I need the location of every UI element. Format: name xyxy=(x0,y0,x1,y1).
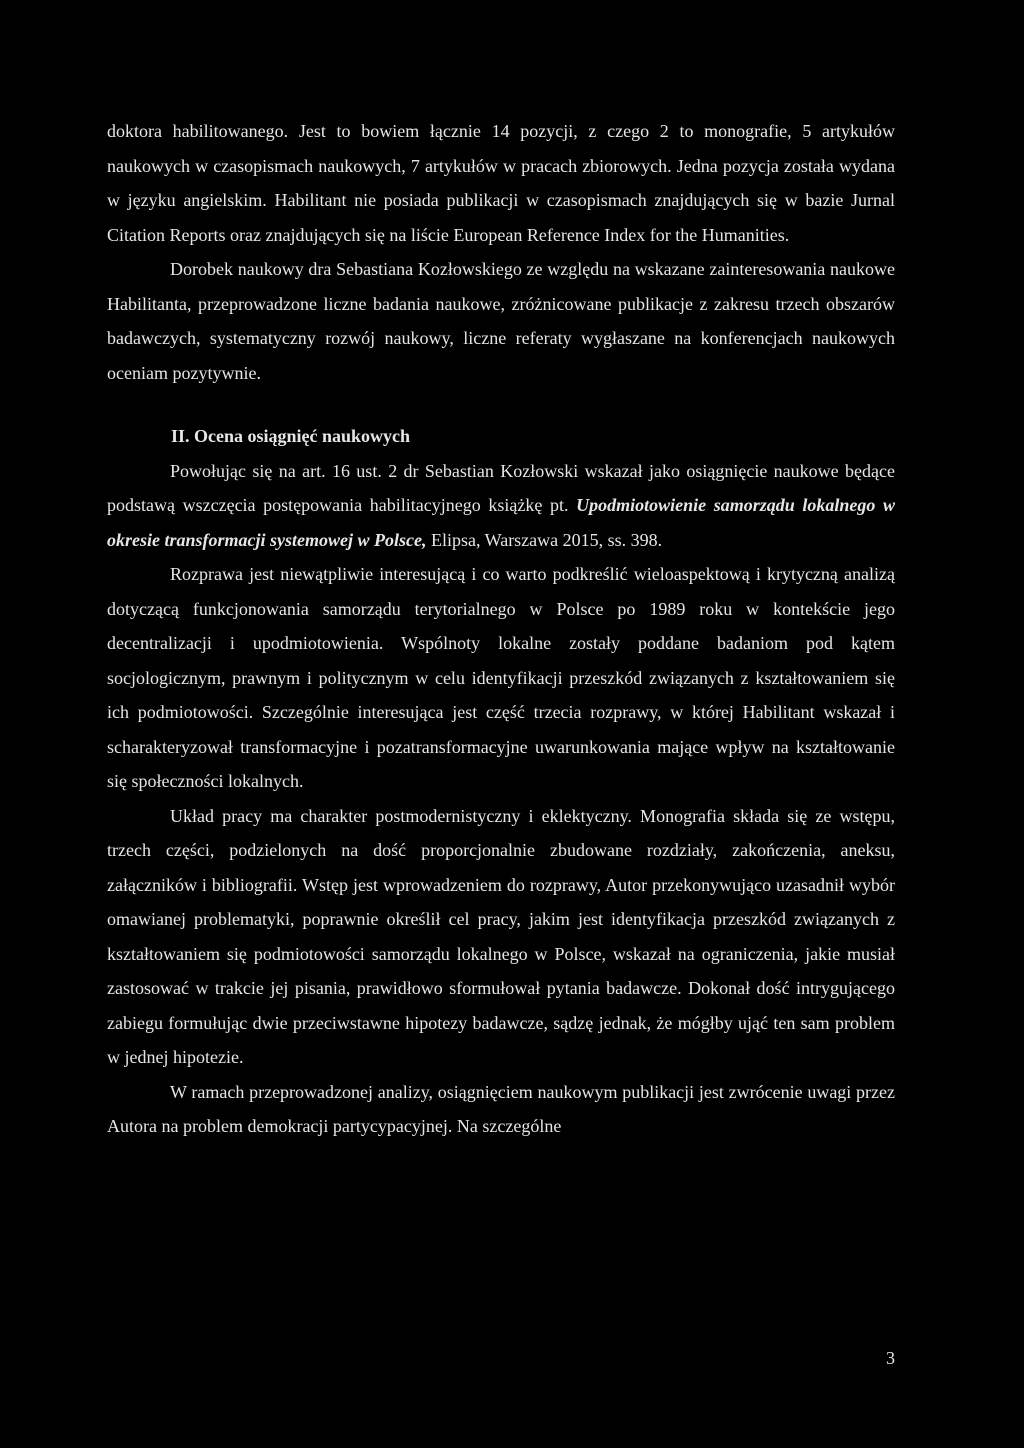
spacer xyxy=(107,390,895,419)
paragraph-dissertation: Rozprawa jest niewątpliwie interesującą i co warto podkreślić wieloaspektową i krytyczną analizą dotyczącą funkcjonowania samorządu terytorialnego w Polsce po 1989 roku w kontekście jego decentralizacji i upodmiotowienia. Wspólnoty lokalne zostały poddane badaniom pod kątem socjologicznym, prawnym i politycznym w celu identyfikacji przeszkód związanych z kształtowaniem się ich podmiotowości. Szczególnie interesująca jest część trzecia rozprawy, w której Habilitant wskazał i scharakteryzował transformacyjne i pozatransformacyjne uwarunkowania mające wpływ na kształtowanie się społeczności lokalnych. xyxy=(107,564,895,791)
achievement-text-end: Elipsa, Warszawa 2015, ss. 398. xyxy=(426,529,663,550)
paragraph-publications: doktora habilitowanego. Jest to bowiem łącznie 14 pozycji, z czego 2 to monografie, 5 artykułów naukowych w czasopismach naukowych, 7 artykułów w pracach zbiorowych. Jedna pozycja została wydana w języku angielskim. Habilitant nie posiada publikacji w czasopismach znajdujących się w bazie Jurnal Citation Reports oraz znajdujących się na liście European Reference Index for the Humanities. xyxy=(107,121,895,245)
paragraph-analysis: W ramach przeprowadzonej analizy, osiągnięciem naukowym publikacji jest zwrócenie uwagi przez Autora na problem demokracji partycypacyjnej. Na szczególne xyxy=(107,1081,895,1136)
paragraph-assessment: Dorobek naukowy dra Sebastiana Kozłowskiego ze względu na wskazane zainteresowania naukowe Habilitanta, przeprowadzone liczne badania naukowe, zróżnicowane publikacje z zakresu trzech obszarów badawczych, systematyczny rozwój naukowy, liczne referaty wygłaszane na konferencjach naukowych oceniam pozytywnie. xyxy=(107,259,895,383)
section-heading: II. Ocena osiągnięć naukowych xyxy=(171,426,411,446)
book-title: Upodmiotowienie samorządu lokalnego w okresie transformacji systemowej w Polsce, xyxy=(107,495,895,550)
document-page xyxy=(107,114,895,1144)
paragraph-achievement xyxy=(107,454,895,558)
achievement-text-start: Powołując się na art. 16 ust. 2 dr Sebastian Kozłowski wskazał jako osiągnięcie naukowe będące podstawą wszczęcia postępowania habilitacyjnego książkę pt. xyxy=(107,460,895,515)
paragraph-structure: Układ pracy ma charakter postmodernistyczny i eklektyczny. Monografia składa się ze wstępu, trzech części, podzielonych na dość proporcjonalnie zbudowane rozdziały, zakończenia, aneksu, załączników i bibliografii. Wstęp jest wprowadzeniem do rozprawy, Autor przekonywująco uzasadnił wybór omawianej problematyki, poprawnie określił cel pracy, jakim jest identyfikacja przeszkód związanych z kształtowaniem się podmiotowości samorządu lokalnego w Polsce, wskazał na ograniczenia, jakie musiał zastosować w trakcie jej pisania, prawidłowo sformułował pytania badawcze. Dokonał dość intrygującego zabiegu formułując dwie przeciwstawne hipotezy badawcze, sądzę jednak, że mógłby ująć ten sam problem w jednej hipotezie. xyxy=(107,805,895,1067)
page-number: 3 xyxy=(886,1348,895,1368)
